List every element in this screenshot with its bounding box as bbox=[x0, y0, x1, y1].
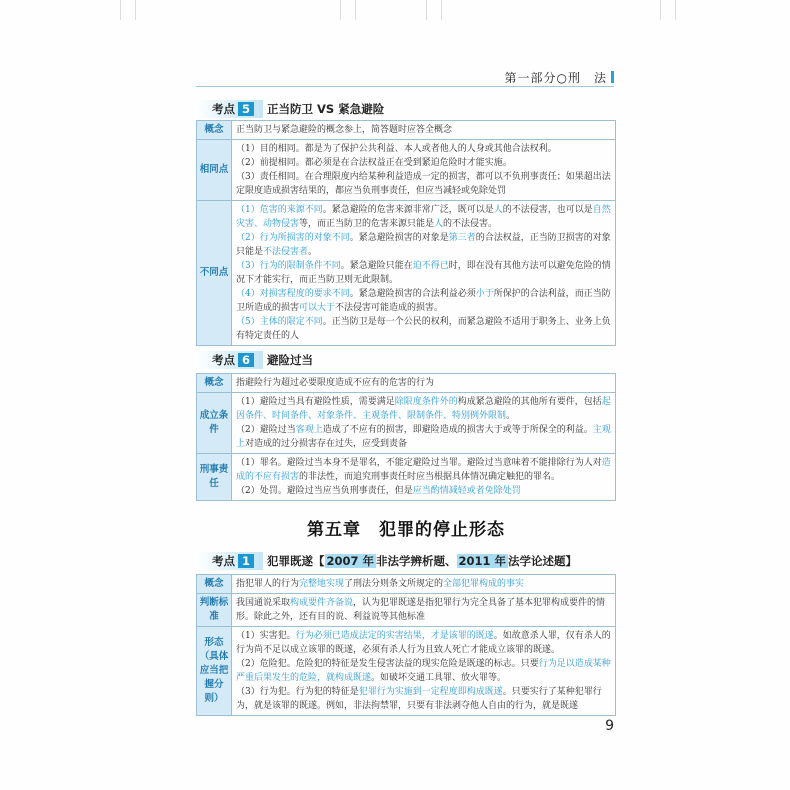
chapter-title: 第五章 犯罪的停止形态 bbox=[307, 520, 505, 540]
row-value: （1）避险过当具有避险性质，需要满足除限度条件外的构成紧急避险的其他所有要件，包括起因条件、时间条件、对象条件、主观条件、限制条件、特别例外限制。 （2）避险过当客观上造成了不应有的损害，即避险造成的损害大于或等于所保全的利益。主观上对造成的过分损害存在过失，应受到责备 bbox=[232, 393, 616, 454]
row-label: 不同点 bbox=[197, 201, 232, 346]
header-rule bbox=[196, 86, 614, 87]
row-label: 判断标准 bbox=[197, 594, 232, 627]
row-value: 我国通说采取构成要件齐备说，认为犯罪既遂是指犯罪行为完全具备了基本犯罪构成要件的情形。除此之外，还有目的说、利益说等其他标准 bbox=[232, 594, 616, 627]
row-value: 正当防卫与紧急避险的概念参上，简答题时应答全概念 bbox=[232, 121, 616, 140]
excessive-avoidance-table bbox=[196, 373, 616, 501]
row-value: （1）实害犯。行为必须已造成法定的实害结果，才是该罪的既遂。如故意杀人罪，仅有杀人的行为尚不足以成立该罪的既遂，必须有杀人行为且致人死亡才能成立该罪的既遂。 （2）危险犯。危险犯的特征是发生侵害法益的现实危险是既遂的标志。只要行为足以造成某种严重后果发生的危险，就构成既遂。如破坏交通工具罪、放火罪等。 （3）行为犯。行为犯的特征是犯罪行为实施到一定程度即构成既遂。只要实行了某种犯罪行为，就是该罪的既遂。例如，非法拘禁罪，只要有非法剥夺他人自由的行为，就是既遂 bbox=[232, 627, 616, 716]
row-label: 成立条件 bbox=[197, 393, 232, 454]
row-value: （1）目的相同。都是为了保护公共利益、本人或者他人的人身或其他合法权利。 （2）前提相同。都必须是在合法权益正在受到紧迫危险时才能实施。 （3）责任相同。在合理限度内给某种利益造成一定的损害，都可以不负刑事责任；如果超出法定限度造成损害结果的，都应当负刑事责任，但应当减轻或免除处罚 bbox=[232, 140, 616, 201]
crop-marks bbox=[0, 0, 790, 30]
row-label: 刑事责任 bbox=[197, 454, 232, 501]
row-label: 形态（具体应当把握分则） bbox=[197, 627, 232, 716]
comparison-table bbox=[196, 120, 616, 346]
consummation-table bbox=[196, 574, 616, 716]
section-heading-5: 考点 5 正当防卫 VS 紧急避险 bbox=[196, 100, 384, 118]
row-label: 概念 bbox=[197, 575, 232, 594]
row-value: 指犯罪人的行为完整地实现了刑法分则条文所规定的全部犯罪构成的事实 bbox=[232, 575, 616, 594]
row-label: 相同点 bbox=[197, 140, 232, 201]
row-label: 概念 bbox=[197, 374, 232, 393]
row-value: （1）罪名。避险过当本身不是罪名，不能定避险过当罪。避险过当意味着不能排除行为人对造成的不应有损害的非法性，而追究刑事责任时应当根据具体情况确定触犯的罪名。 （2）处罚。避险过当应当负刑事责任，但是应当酌情减轻或者免除处罚 bbox=[232, 454, 616, 501]
section-heading-1: 考点 1 犯罪既遂【 2007 年 非法学辨析题、 2011 年 法学论述题】 bbox=[196, 552, 577, 570]
running-header: 第一部分○刑 法 bbox=[505, 69, 614, 86]
section-heading-6: 考点 6 避险过当 bbox=[196, 351, 313, 369]
row-label: 概念 bbox=[197, 121, 232, 140]
row-value: （1）危害的来源不同。紧急避险的危害来源非常广泛，既可以是人的不法侵害，也可以是自然灾害、动物侵害等，而正当防卫的危害来源只能是人的不法侵害。 （2）行为所损害的对象不同。紧急避险损害的对象是第三者的合法权益，正当防卫损害的对象只能是不法侵害者。 （3）行为的限制条件不同。紧急避险只能在迫不得已时，即在没有其他方法可以避免危险的情况下才能实行，而正当防卫则无此限制。 （4）对损害程度的要求不同。紧急避险损害的合法利益必须小于所保护的合法利益，而正当防卫所造成的损害可以大于不法侵害可能造成的损害。 （5）主体的限定不同。正当防卫是每一个公民的权利，而紧急避险不适用于职务上、业务上负有特定责任的人 bbox=[232, 201, 616, 346]
row-value: 指避险行为超过必要限度造成不应有的危害的行为 bbox=[232, 374, 616, 393]
page-number: 9 bbox=[605, 718, 614, 734]
